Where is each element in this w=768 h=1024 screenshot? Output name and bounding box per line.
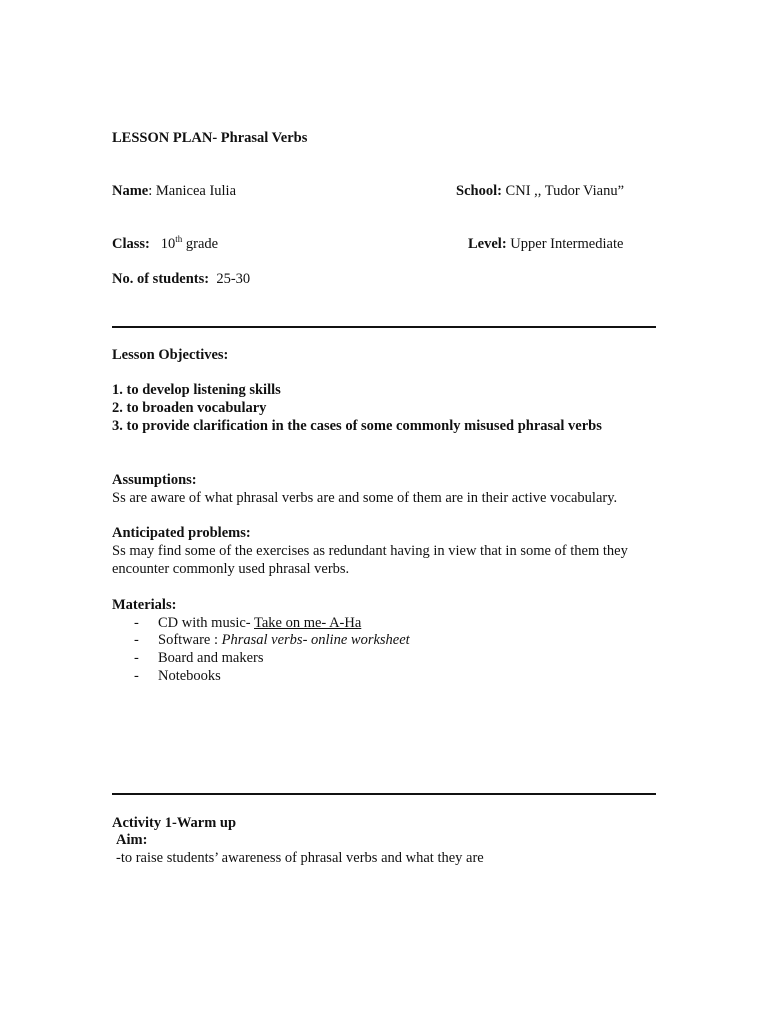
materials-item: Board and makers [158,650,264,666]
objective-item: 1. to develop listening skills [112,382,281,398]
objective-item: 3. to provide clarification in the cases of some commonly misused phrasal verbs [112,418,602,434]
materials-heading: Materials: [112,597,177,613]
level-field: Level: Upper Intermediate [468,236,624,252]
materials-item: CD with music- Take on me- A-Ha [158,615,362,631]
materials-item: Notebooks [158,668,221,684]
students-field: No. of students: 25-30 [112,271,251,287]
objective-item: 2. to broaden vocabulary [112,400,267,416]
list-bullet: - [134,632,139,648]
assumptions-text: Ss are aware of what phrasal verbs are and some of them are in their active vocabulary. [112,490,618,506]
assumptions-heading: Assumptions: [112,472,197,488]
problems-heading: Anticipated problems: [112,525,251,541]
school-field: School: CNI ,, Tudor Vianu” [456,183,625,199]
aim-label: Aim: [116,832,148,848]
class-field: Class: 10th grade [112,234,219,252]
name-field: Name: Manicea Iulia [112,183,237,199]
problems-text-line: Ss may find some of the exercises as redundant having in view that in some of them they [112,543,628,559]
activity-heading: Activity 1-Warm up [112,815,237,831]
list-bullet: - [134,650,139,666]
song-title: Take on me- A-Ha [254,615,362,631]
list-bullet: - [134,668,139,684]
software-title: Phrasal verbs- online worksheet [221,632,410,648]
materials-item: Software : Phrasal verbs- online worksheet [158,632,410,648]
section-divider [112,793,656,795]
list-bullet: - [134,615,139,631]
lesson-title: LESSON PLAN- Phrasal Verbs [112,130,308,146]
aim-text: -to raise students’ awareness of phrasal verbs and what they are [116,850,484,866]
section-divider [112,326,656,328]
problems-text-line: encounter commonly used phrasal verbs. [112,561,350,577]
objectives-heading: Lesson Objectives: [112,347,229,363]
